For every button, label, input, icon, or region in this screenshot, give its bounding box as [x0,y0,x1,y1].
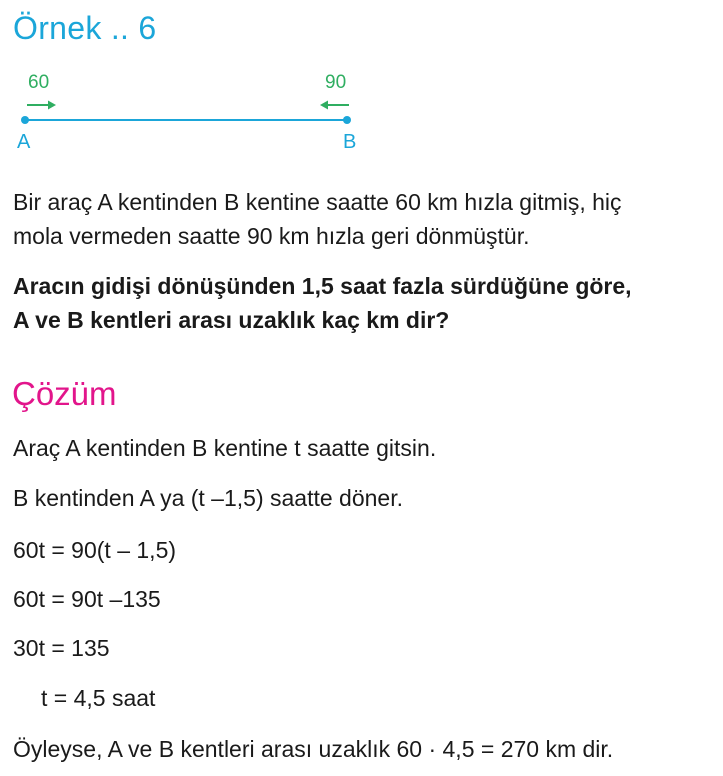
speed-label-left: 60 [28,72,50,93]
solution-title: Çözüm [12,375,117,412]
point-a-label: A [17,131,31,153]
distance-diagram [10,68,370,158]
problem-text-line2: mola vermeden saatte 90 km hızla geri dönmüştür. [13,223,530,249]
example-title: Örnek .. 6 [13,10,157,46]
point-b-label: B [343,131,357,153]
diagram-svg [10,68,370,158]
arrow-right-icon [27,101,56,110]
solution-step1: Araç A kentinden B kentine t saatte gitsin. [13,435,437,461]
point-a-dot [21,116,29,124]
solution-step2: B kentinden A ya (t –1,5) saatte döner. [13,485,403,511]
conclusion-text: Öyleyse, A ve B kentleri arası uzaklık 60 · 4,5 = 270 km dir. [13,736,614,762]
equation-2: 60t = 90t –135 [13,586,161,612]
equation-4: t = 4,5 saat [41,685,156,711]
arrow-left-icon [320,101,349,110]
equation-3: 30t = 135 [13,635,110,661]
equation-1: 60t = 90(t – 1,5) [13,537,177,563]
problem-text-line1: Bir araç A kentinden B kentine saatte 60 km hızla gitmiş, hiç [13,189,622,215]
point-b-dot [343,116,351,124]
speed-label-right: 90 [325,72,347,93]
question-line1: Aracın gidişi dönüşünden 1,5 saat fazla sürdüğüne göre, [13,273,632,299]
question-line2: A ve B kentleri arası uzaklık kaç km dir? [13,307,450,333]
